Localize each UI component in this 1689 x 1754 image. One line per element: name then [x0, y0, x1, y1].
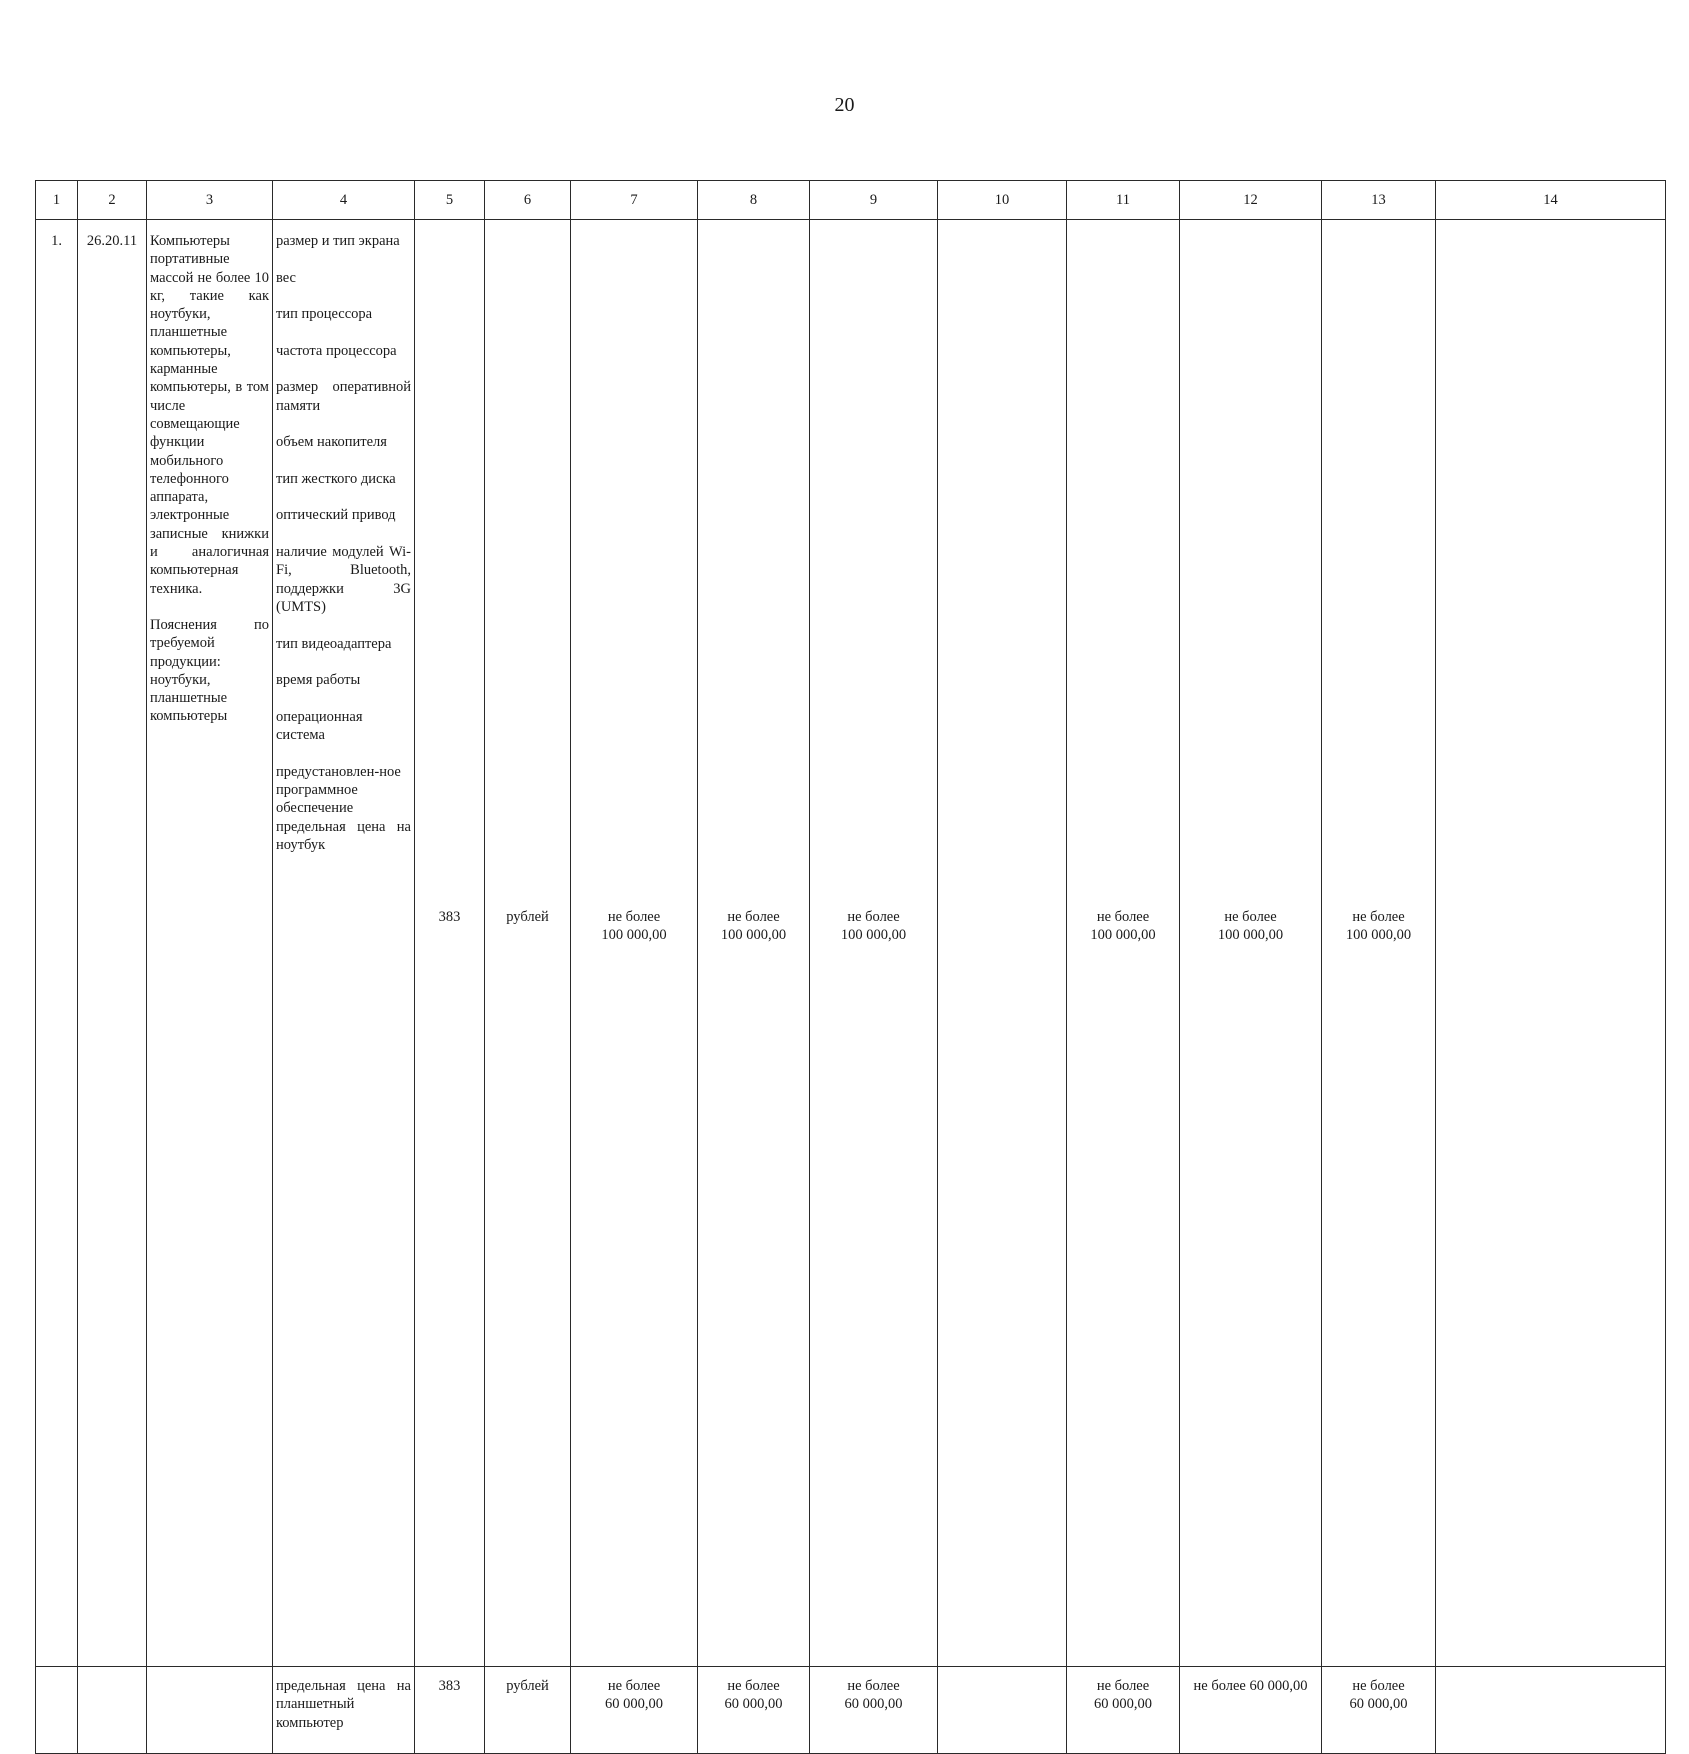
value-cell: [938, 220, 1067, 1667]
value-cell: [1067, 1667, 1180, 1754]
limit-value: не более 100 000,00: [720, 909, 787, 944]
characteristics-cell: [273, 220, 415, 1667]
row-number-cell: 1.: [36, 220, 78, 1667]
header-cell: 5: [415, 181, 485, 220]
header-cell: 9: [810, 181, 938, 220]
limit-value: не более 100 000,00: [1217, 909, 1284, 944]
characteristic-item: размер оперативной памяти: [276, 379, 411, 414]
header-cell: 11: [1067, 181, 1180, 220]
characteristic-item: предустановлен-ное программное обеспечение: [276, 763, 401, 817]
limit-value: не более 100 000,00: [601, 909, 667, 944]
header-cell: 6: [485, 181, 571, 220]
value-cell: [698, 220, 810, 1667]
product-note: Пояснения по требуемой продукции: ноутбуки, планшетные компьютеры: [150, 616, 269, 725]
value-cell: [571, 1667, 698, 1754]
row-number-cell: [36, 1667, 78, 1754]
column-number-row: [36, 181, 1666, 220]
header-cell: 10: [938, 181, 1067, 220]
characteristic-item: тип процессора: [276, 306, 373, 323]
characteristic-item: операционная система: [276, 708, 363, 744]
limit-value: не более 100 000,00: [840, 909, 907, 944]
value-cell: [938, 1667, 1067, 1754]
okei-code-cell: 383: [415, 220, 485, 1667]
value-cell: [1067, 220, 1180, 1667]
requirements-table: [35, 180, 1666, 1754]
unit-cell: рублей: [485, 220, 571, 1667]
header-cell: 3: [147, 181, 273, 220]
limit-value: не более 60 000,00: [724, 1678, 783, 1713]
value-cell: [1436, 220, 1666, 1667]
characteristic-item: оптический привод: [276, 507, 396, 524]
characteristic-item: размер и тип экрана: [276, 233, 400, 249]
header-cell: 7: [571, 181, 698, 220]
header-cell: 14: [1436, 181, 1666, 220]
page-number: 20: [834, 94, 855, 116]
value-cell: [1180, 1667, 1322, 1754]
characteristic-item: предельная цена на ноутбук: [276, 818, 411, 853]
characteristic-item: предельная цена на планшетный компьютер: [276, 1678, 411, 1731]
value-cell: [1180, 220, 1322, 1667]
product-description-cell: [147, 1667, 273, 1754]
header-cell: 2: [78, 181, 147, 220]
header-cell: 1: [36, 181, 78, 220]
okpd-code-cell: 26.20.11: [78, 220, 147, 1667]
product-description-cell: [147, 220, 273, 1667]
limit-value: не более 60 000,00: [605, 1678, 663, 1713]
characteristic-item: тип видеоадаптера: [276, 635, 392, 652]
header-cell: 4: [273, 181, 415, 220]
characteristic-item: объем накопителя: [276, 434, 387, 451]
limit-value: не более 60 000,00: [1193, 1678, 1308, 1694]
value-cell: [1322, 220, 1436, 1667]
characteristic-item: частота процессора: [276, 342, 397, 359]
header-cell: 8: [698, 181, 810, 220]
value-cell: [1322, 1667, 1436, 1754]
product-description: Компьютеры портативные массой не более 10 кг, такие как ноутбуки, планшетные компьютеры, карманные компьютеры, в том числе совмещающие функции мобильного телефонного аппарата, электронные записные книжки и аналогичная компьютерная техника.: [150, 233, 269, 597]
value-cell: [1436, 1667, 1666, 1754]
value-cell: [698, 1667, 810, 1754]
okpd-code-cell: [78, 1667, 147, 1754]
okei-code-cell: 383: [415, 1667, 485, 1754]
value-cell: [810, 1667, 938, 1754]
unit-cell: рублей: [485, 1667, 571, 1754]
limit-value: не более 100 000,00: [1090, 909, 1156, 944]
limit-value: не более 100 000,00: [1345, 909, 1412, 944]
limit-value: не более 60 000,00: [1094, 1678, 1152, 1713]
characteristic-item: вес: [276, 269, 296, 286]
characteristic-item: тип жесткого диска: [276, 470, 396, 487]
table-row: [36, 220, 1666, 1667]
characteristic-item: наличие модулей Wi-Fi, Bluetooth, поддержки 3G (UMTS): [276, 544, 411, 615]
table-row: [36, 1667, 1666, 1754]
header-cell: 13: [1322, 181, 1436, 220]
characteristics-cell: [273, 1667, 415, 1754]
value-cell: [810, 220, 938, 1667]
header-cell: 12: [1180, 181, 1322, 220]
limit-value: не более 60 000,00: [1349, 1678, 1408, 1713]
limit-value: не более 60 000,00: [844, 1678, 903, 1713]
value-cell: [571, 220, 698, 1667]
characteristic-item: время работы: [276, 672, 361, 689]
